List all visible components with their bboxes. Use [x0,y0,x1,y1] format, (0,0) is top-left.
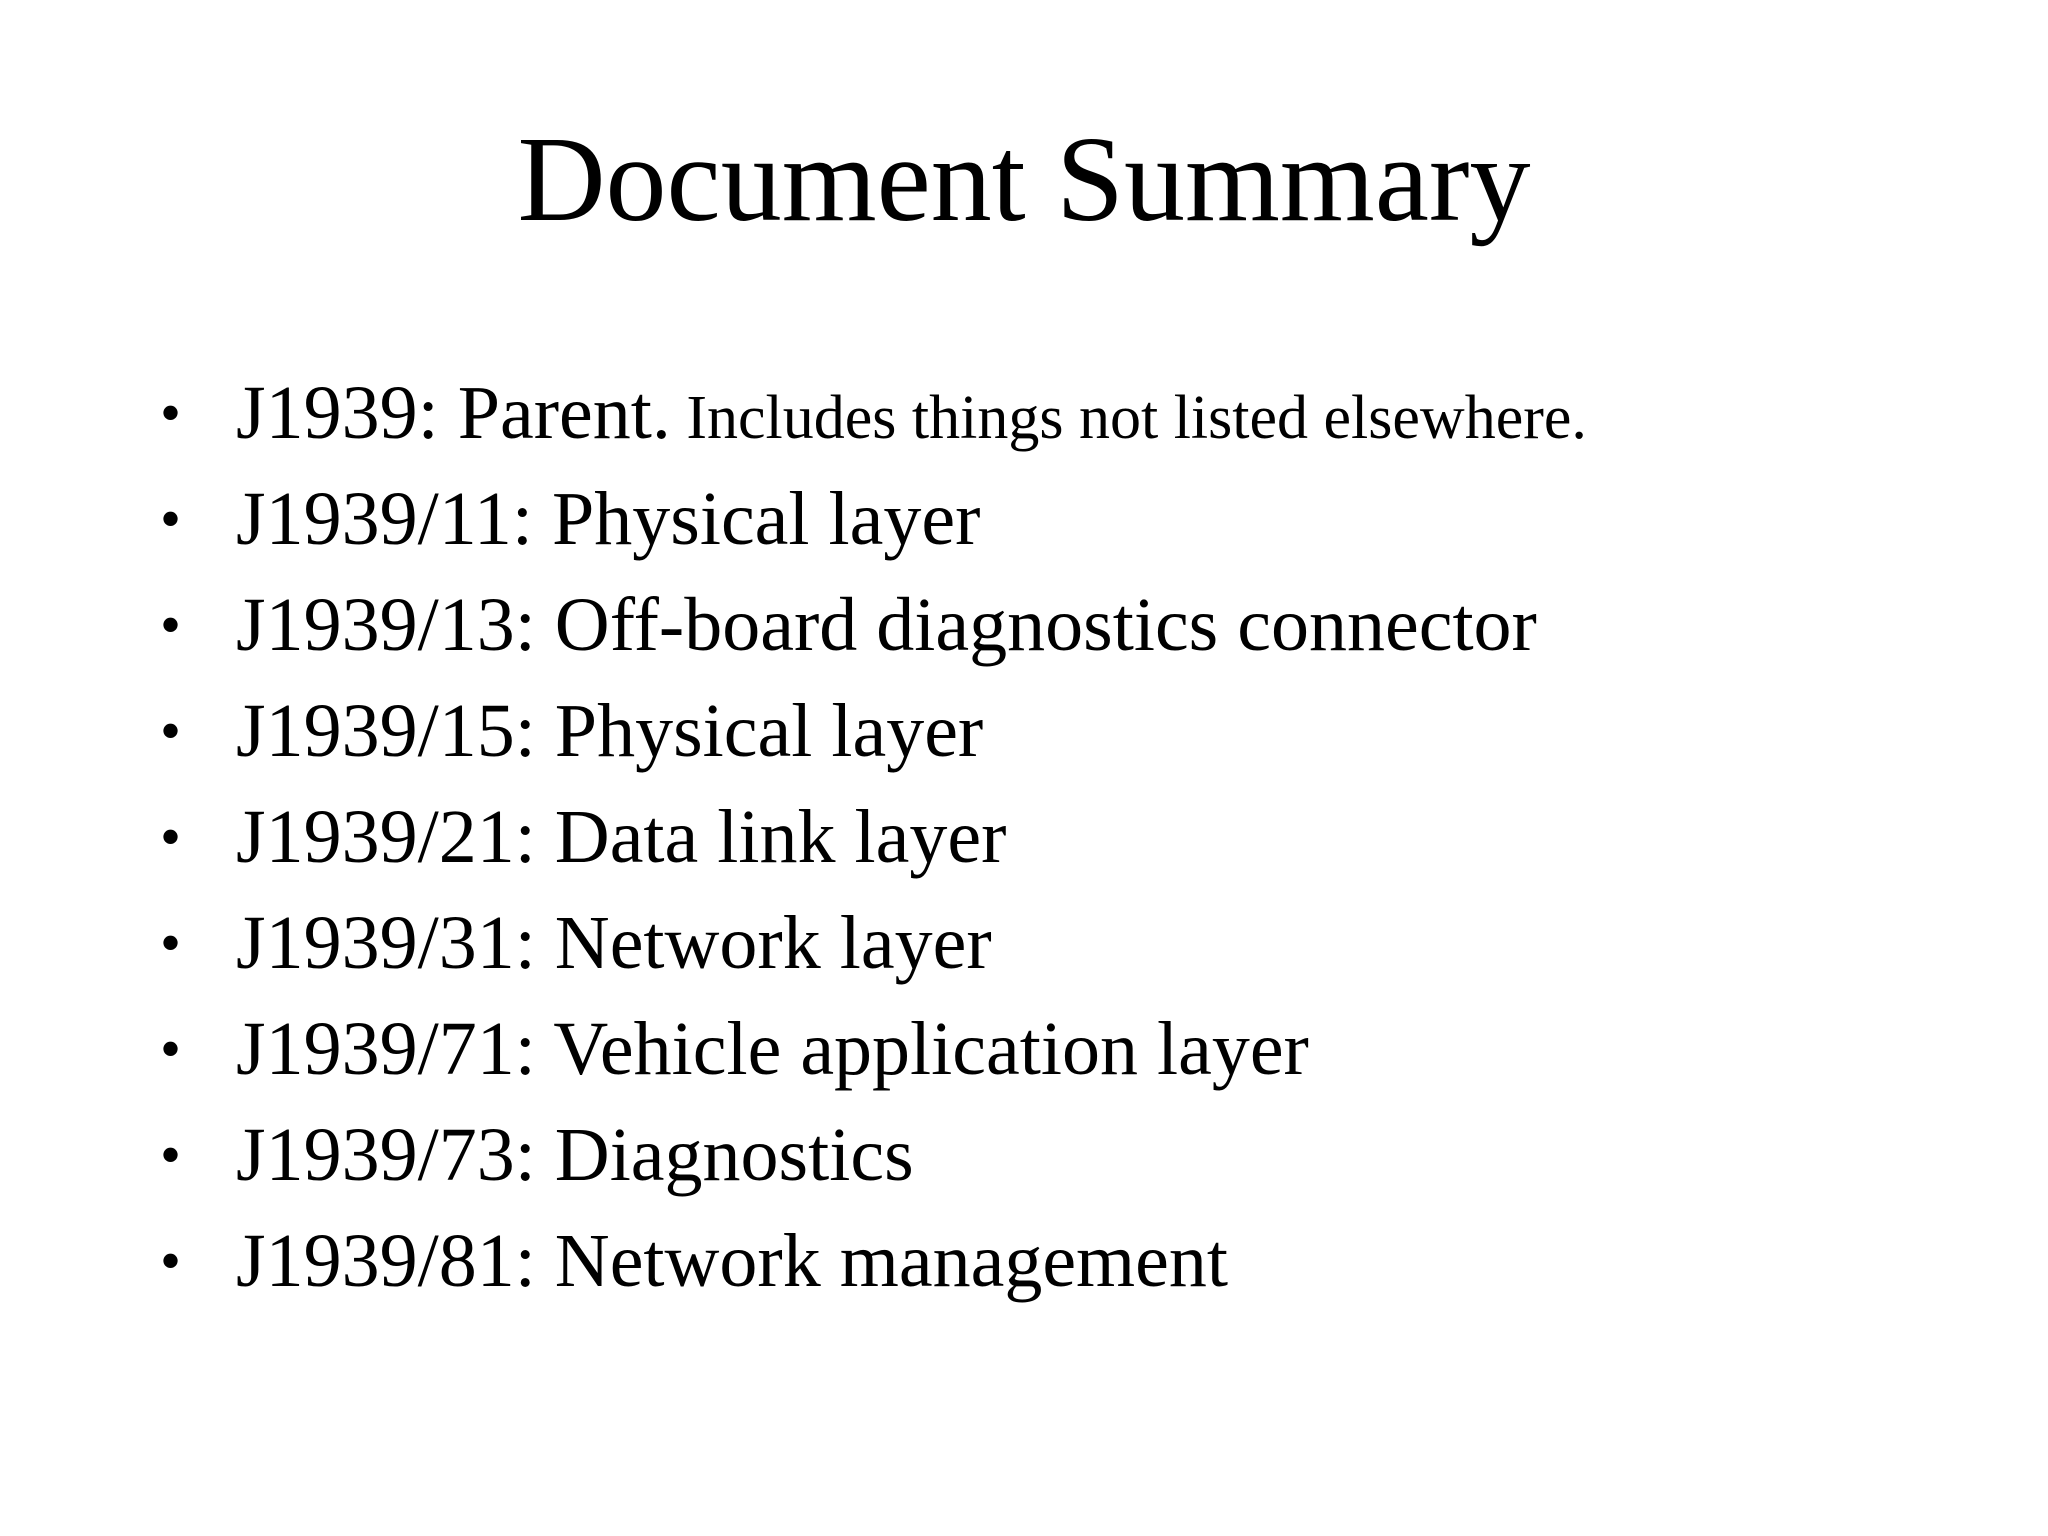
list-item-text: J1939/13: Off-board diagnostics connector [236,583,1537,667]
list-item-text: J1939/11: Physical layer [236,477,981,561]
bullet-icon: • [160,380,182,446]
list-item-text: J1939: Parent. [236,371,671,455]
list-item-text: J1939/81: Network management [236,1219,1229,1303]
list-item-text: J1939/21: Data link layer [236,795,1007,879]
list-item [160,678,1587,784]
list-item [160,360,1587,466]
list-item [160,466,1587,572]
list-item [160,1102,1587,1208]
list-item [160,1208,1587,1314]
list-item [160,572,1587,678]
bullet-icon: • [160,804,182,870]
list-item-text: J1939/73: Diagnostics [236,1113,914,1197]
bullet-icon: • [160,592,182,658]
list-item-note: Includes things not listed elsewhere. [670,384,1587,452]
list-item-text: J1939/31: Network layer [236,901,992,985]
list-item [160,784,1587,890]
list-item-text: J1939/15: Physical layer [236,689,984,773]
bullet-icon: • [160,1228,182,1294]
slide-title: Document Summary [517,112,1531,247]
bullet-icon: • [160,1016,182,1082]
bullet-list [160,360,1587,1314]
list-item-text: J1939/71: Vehicle application layer [236,1007,1309,1091]
bullet-icon: • [160,486,182,552]
list-item [160,996,1587,1102]
list-item [160,890,1587,996]
bullet-icon: • [160,910,182,976]
bullet-icon: • [160,1122,182,1188]
bullet-icon: • [160,698,182,764]
